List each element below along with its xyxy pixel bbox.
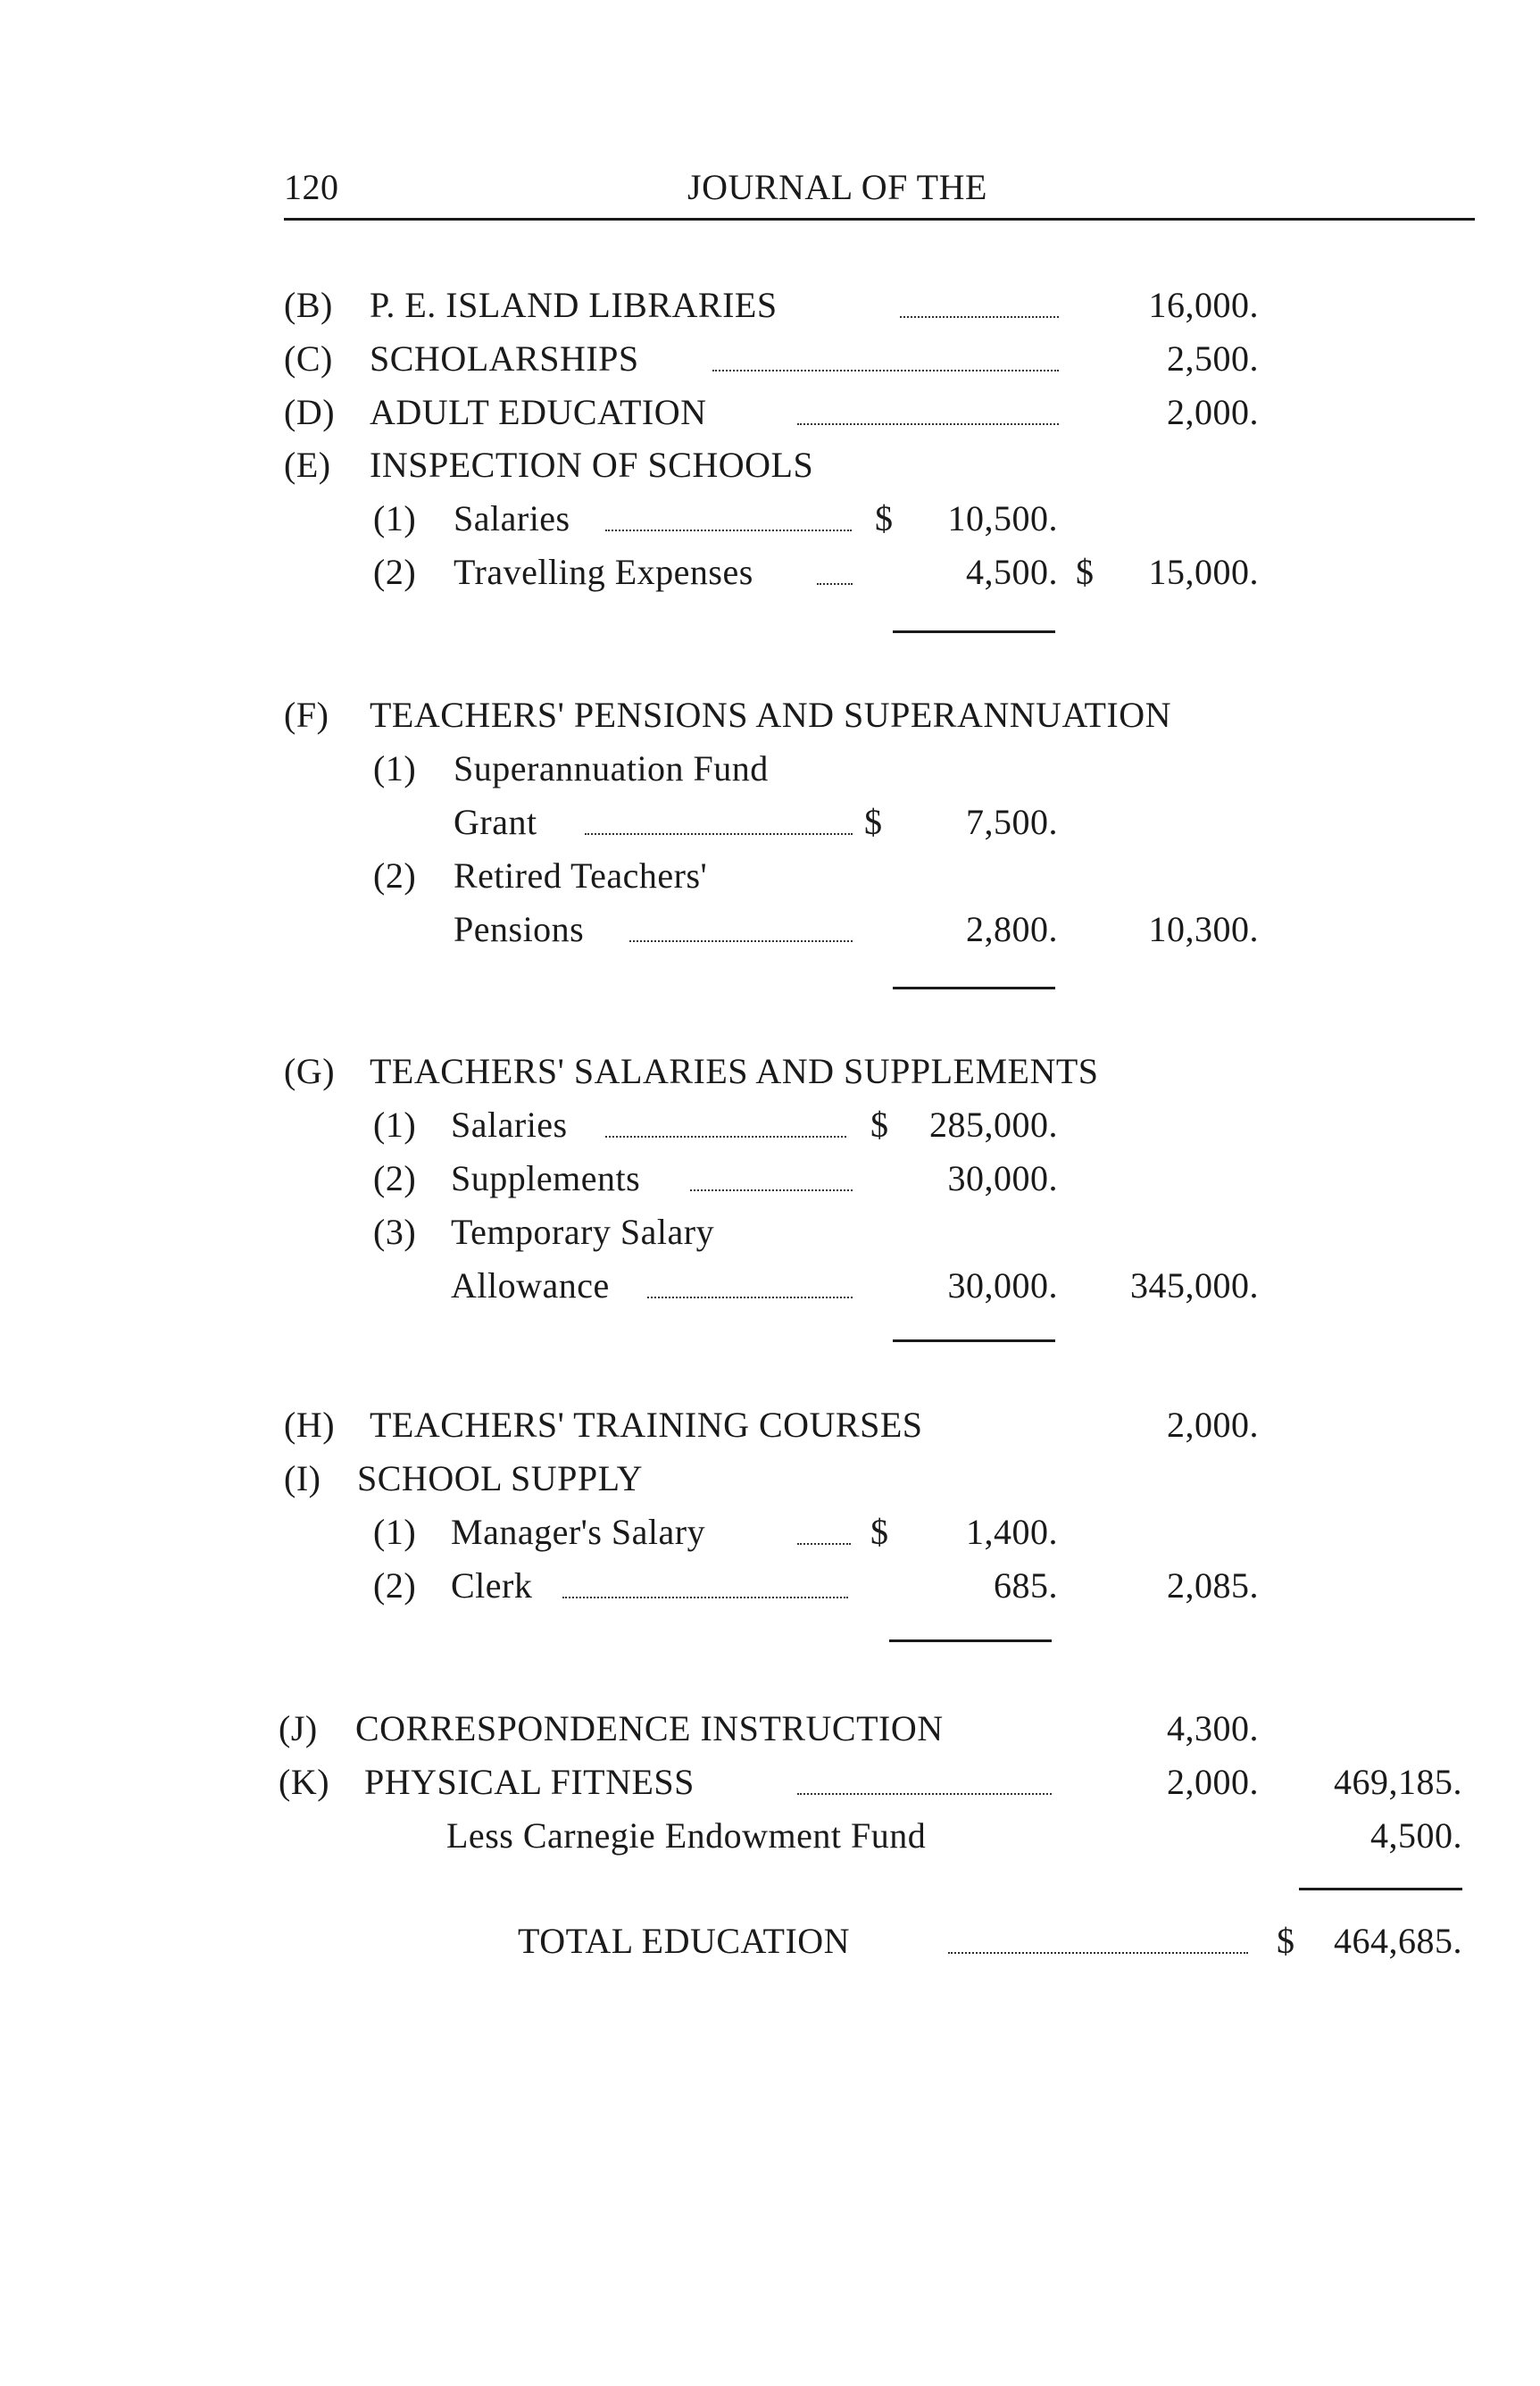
item-e-sub2-leader: [817, 583, 853, 585]
item-e-sub1-amount: 10,500.: [947, 498, 1058, 538]
item-f-total: 10,300.: [1148, 909, 1259, 949]
item-i-code: (I): [284, 1458, 321, 1498]
item-f-title: TEACHERS' PENSIONS AND SUPERANNUATION: [370, 695, 1172, 735]
item-f-sub2-label1: Retired Teachers': [454, 855, 708, 896]
page-number: 120: [284, 167, 339, 207]
item-e-sub1-dollar: $: [875, 498, 894, 538]
running-title: JOURNAL OF THE: [687, 167, 987, 207]
item-e-sub1-num: (1): [373, 498, 417, 538]
item-d-leader: [797, 423, 1059, 425]
item-b-title: P. E. ISLAND LIBRARIES: [370, 285, 778, 325]
item-e-sub2-amount: 4,500.: [966, 552, 1058, 592]
item-i-subtotal-rule: [889, 1639, 1052, 1642]
item-i-sub1-num: (1): [373, 1512, 417, 1552]
item-f-sub2-label2: Pensions: [454, 909, 585, 949]
item-e-total-dollar: $: [1076, 552, 1095, 592]
item-f-sub1-num: (1): [373, 748, 417, 788]
item-e-code: (E): [284, 445, 331, 485]
item-e-sub1-label: Salaries: [454, 498, 570, 538]
item-c-code: (C): [284, 338, 333, 379]
item-k-amount: 2,000.: [1167, 1762, 1259, 1802]
total-leader: [948, 1952, 1248, 1954]
item-e-total: 15,000.: [1148, 552, 1259, 592]
item-e-sub1-leader: [605, 530, 852, 531]
item-g-sub3-leader: [647, 1297, 853, 1298]
item-b-amount: 16,000.: [1148, 285, 1259, 325]
item-d-code: (D): [284, 392, 336, 432]
item-h-amount: 2,000.: [1167, 1405, 1259, 1445]
less-amount: 4,500.: [1370, 1815, 1462, 1856]
item-i-sub2-amount: 685.: [994, 1565, 1058, 1606]
item-d-amount: 2,000.: [1167, 392, 1259, 432]
item-d-title: ADULT EDUCATION: [370, 392, 707, 432]
item-f-subtotal-rule: [893, 987, 1055, 989]
item-g-sub1-label: Salaries: [451, 1105, 568, 1145]
item-i-total: 2,085.: [1167, 1565, 1259, 1606]
item-b-code: (B): [284, 285, 333, 325]
item-f-sub2-amount: 2,800.: [966, 909, 1058, 949]
item-f-sub1-dollar: $: [864, 802, 883, 842]
less-label: Less Carnegie Endowment Fund: [446, 1815, 927, 1856]
item-i-sub2-leader: [562, 1597, 848, 1598]
item-g-sub1-leader: [605, 1136, 846, 1138]
item-e-title: INSPECTION OF SCHOOLS: [370, 445, 814, 485]
item-f-sub1-label2: Grant: [454, 802, 537, 842]
item-g-sub2-leader: [690, 1189, 853, 1191]
item-g-sub1-amount: 285,000.: [929, 1105, 1058, 1145]
item-g-sub2-amount: 30,000.: [947, 1158, 1058, 1198]
item-h-code: (H): [284, 1405, 336, 1445]
item-i-sub1-leader: [797, 1543, 851, 1545]
item-f-sub2-num: (2): [373, 855, 417, 896]
item-g-sub2-num: (2): [373, 1158, 417, 1198]
item-k-leader: [797, 1793, 1052, 1795]
item-i-sub1-dollar: $: [870, 1512, 889, 1552]
item-c-amount: 2,500.: [1167, 338, 1259, 379]
item-c-leader: [712, 370, 1059, 371]
item-g-sub1-num: (1): [373, 1105, 417, 1145]
item-e-subtotal-rule: [893, 630, 1055, 633]
grand-total-rule: [1299, 1888, 1462, 1890]
item-b-leader: [900, 316, 1059, 318]
item-h-title: TEACHERS' TRAINING COURSES: [370, 1405, 923, 1445]
item-g-sub3-label2: Allowance: [451, 1265, 610, 1306]
item-e-sub2-num: (2): [373, 552, 417, 592]
item-f-code: (F): [284, 695, 329, 735]
header-rule: [284, 218, 1475, 221]
item-g-title: TEACHERS' SALARIES AND SUPPLEMENTS: [370, 1051, 1099, 1091]
item-f-sub1-label1: Superannuation Fund: [454, 748, 769, 788]
item-f-sub1-leader: [585, 833, 853, 835]
item-g-sub3-num: (3): [373, 1212, 417, 1252]
item-j-title: CORRESPONDENCE INSTRUCTION: [355, 1708, 944, 1748]
grand-subtotal: 469,185.: [1334, 1762, 1462, 1802]
item-c-title: SCHOLARSHIPS: [370, 338, 639, 379]
item-k-title: PHYSICAL FITNESS: [364, 1762, 695, 1802]
item-g-sub3-amount: 30,000.: [947, 1265, 1058, 1306]
item-i-title: SCHOOL SUPPLY: [357, 1458, 643, 1498]
item-g-sub1-dollar: $: [870, 1105, 889, 1145]
total-amount: 464,685.: [1334, 1921, 1462, 1961]
item-g-subtotal-rule: [893, 1339, 1055, 1342]
item-f-sub2-leader: [629, 940, 853, 942]
item-g-total: 345,000.: [1130, 1265, 1259, 1306]
item-i-sub1-amount: 1,400.: [966, 1512, 1058, 1552]
total-label: TOTAL EDUCATION: [518, 1921, 851, 1961]
item-g-sub3-label1: Temporary Salary: [451, 1212, 715, 1252]
item-e-sub2-label: Travelling Expenses: [454, 552, 753, 592]
item-j-amount: 4,300.: [1167, 1708, 1259, 1748]
item-k-code: (K): [279, 1762, 330, 1802]
item-j-code: (J): [279, 1708, 318, 1748]
item-g-code: (G): [284, 1051, 336, 1091]
total-dollar: $: [1277, 1921, 1295, 1961]
item-i-sub2-num: (2): [373, 1565, 417, 1606]
item-f-sub1-amount: 7,500.: [966, 802, 1058, 842]
item-g-sub2-label: Supplements: [451, 1158, 641, 1198]
item-i-sub1-label: Manager's Salary: [451, 1512, 706, 1552]
item-i-sub2-label: Clerk: [451, 1565, 533, 1606]
